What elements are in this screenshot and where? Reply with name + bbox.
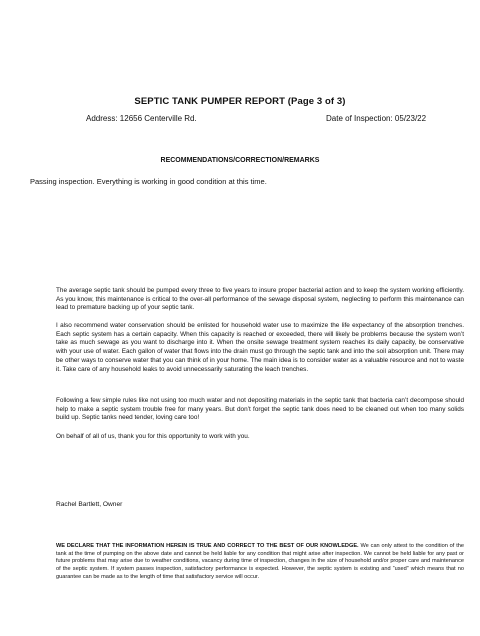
simple-rules-paragraph: Following a few simple rules like not using too much water and not depositing materials in the septic tank that bacteria can’t decompose should help to make a septic system trouble free for many years. But don’t forget the septic tank does need to be cleaned out when too many solids build up. Septic tanks need tender, loving care too!: [56, 397, 464, 422]
inspection-date: Date of Inspection: 05/23/22: [326, 114, 427, 123]
report-title: SEPTIC TANK PUMPER REPORT (Page 3 of 3): [134, 96, 346, 107]
declaration-text: We can only attest to the condition of the tank at the time of pumping on the above date and cannot be held liable for any condition that might arise after inspection. We cannot be held liable for any past or future problems that may arise due to weather conditions, vacancy during time of inspection, changes in the size of household and/or proper care and maintenance of the septic system. If system passes inspection, satisfactory performance is expected. However, the septic system is existing and “used” which means that no guarantee can be made as to the length of time that satisfactory service will occur.: [56, 543, 464, 580]
inspection-remark: Passing inspection. Everything is working in good condition at this time.: [30, 177, 267, 186]
recommendations-heading: RECOMMENDATIONS/CORRECTION/REMARKS: [160, 157, 320, 164]
thank-you-paragraph: On behalf of all of us, thank you for this opportunity to work with you.: [56, 433, 250, 440]
water-conservation-paragraph: I also recommend water conservation should be enlisted for household water use to maximize the life expectancy of the absorption trenches. Each septic system has a certain capacity. When this capacity is reached or exceeded, there will likely be problems because the system won’t take as much sewage as you want to discharge into it. When the onsite sewage treatment system reaches its daily capacity, be conservative with your use of water. Each gallon of water that flows into the drain must go through the septic tank and into the soil absorption unit. There may be other ways to conserve water that you can think of in your home. The main idea is to consider water as a valuable resource and not to waste it. Take care of any household leaks to avoid unnecessarily saturating the leach trenches.: [56, 322, 464, 373]
declaration-heading: WE DECLARE THAT THE INFORMATION HEREIN IS TRUE AND CORRECT TO THE BEST OF OUR KNOWLEDGE.: [56, 543, 359, 549]
maintenance-paragraph: The average septic tank should be pumped every three to five years to insure proper bacterial action and to keep the system working efficiently. As you know, this maintenance is critical to the over-all performance of the sewage disposal system, neglecting to perform this maintenance can lead to premature backing up of your septic tank.: [56, 287, 464, 312]
owner-signature: Rachel Bartlett, Owner: [56, 501, 123, 508]
property-address: Address: 12656 Centerville Rd.: [86, 114, 197, 123]
declaration-block: [56, 543, 464, 582]
